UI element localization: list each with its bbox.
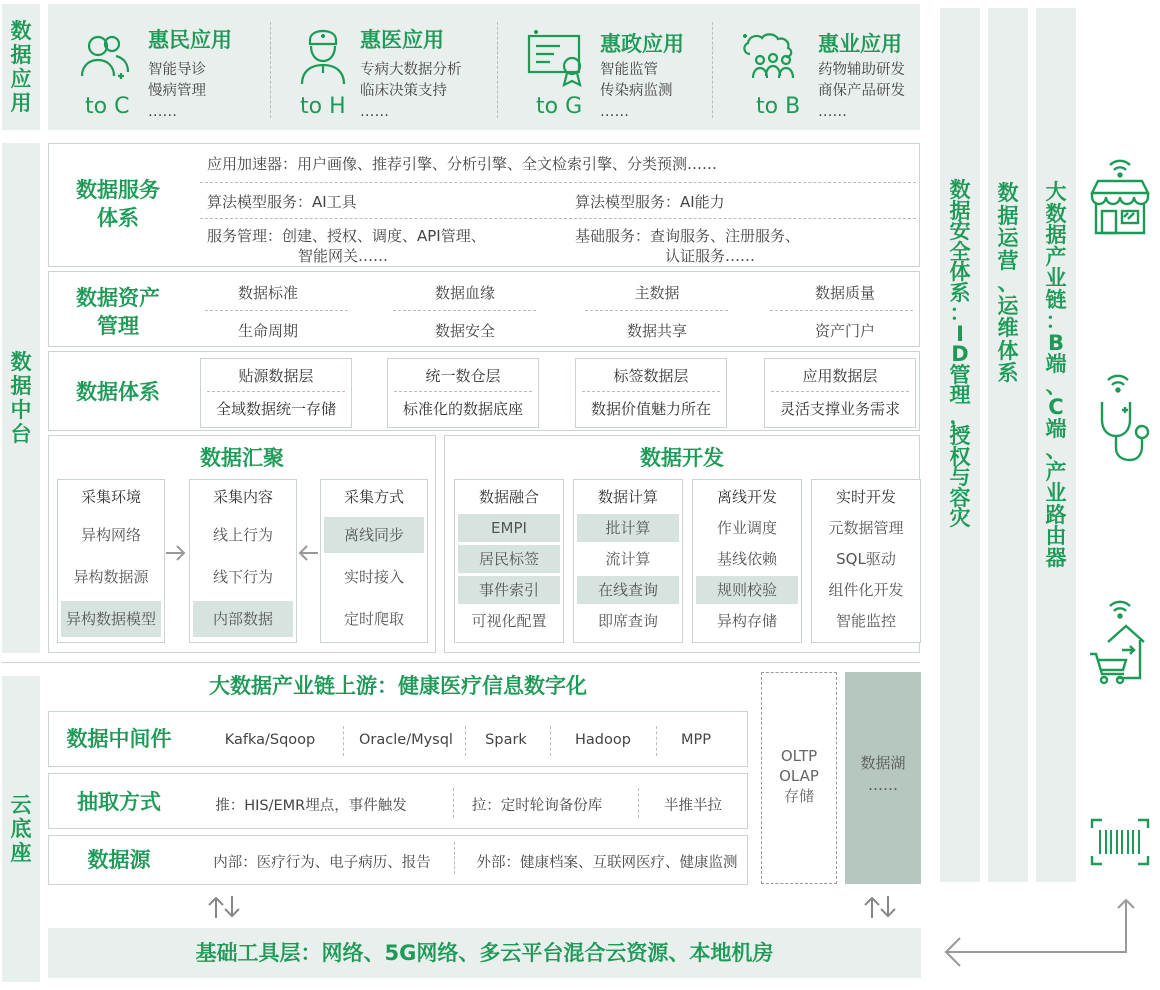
system-card-title: 统一数仓层 — [425, 367, 501, 385]
app-line: 传染病监测 — [600, 83, 673, 99]
dev-cell: EMPI — [458, 514, 560, 542]
algo-right-text: 算法模型服务：AI能力 — [575, 193, 725, 211]
vertical-char: 路 — [1045, 502, 1067, 527]
vertical-char: C — [1048, 395, 1064, 419]
up-down-arrow-icon — [858, 894, 902, 924]
ops-label — [988, 182, 1028, 385]
vertical-char: 、 — [997, 271, 1019, 295]
source-item: 内部：医疗行为、电子病历、报告 — [213, 855, 431, 871]
mgmt-right-text-2: 认证服务…… — [665, 247, 756, 265]
app-line: 药物辅助研发 — [818, 62, 905, 78]
asset-item: 生命周期 — [237, 322, 298, 340]
vertical-char: 授 — [949, 424, 971, 448]
dev-cell: 批计算 — [577, 514, 679, 542]
dev-column — [573, 479, 683, 643]
doctor-icon — [298, 28, 348, 86]
app-line: …… — [818, 104, 847, 120]
system-card-title: 标签数据层 — [613, 367, 689, 385]
barcode-icon — [1090, 818, 1150, 870]
gather-cell: 线下行为 — [212, 568, 273, 586]
app-line: 商保产品研发 — [818, 83, 905, 99]
dev-cell: 作业调度 — [716, 519, 777, 537]
vertical-char: D — [951, 342, 969, 366]
app-target-2: to H — [300, 94, 346, 119]
dev-cell: 异构存储 — [716, 612, 777, 630]
dev-column-header: 离线开发 — [716, 488, 777, 506]
asset-item: 资产门户 — [814, 322, 875, 340]
dev-cell: 基线依赖 — [716, 550, 777, 568]
mgmt-right-text: 基础服务：查询服务、注册服务、 — [575, 227, 801, 245]
system-card — [764, 358, 916, 428]
asset-mgmt-title: 数据资产 管理 — [76, 286, 160, 338]
smart-home-icon — [1088, 596, 1152, 692]
dev-cell: 居民标签 — [458, 545, 560, 573]
oltp-label: OLTP OLAP 存储 — [779, 747, 819, 805]
extract-item: 拉：定时轮询备份库 — [471, 798, 603, 814]
vertical-char: 、 — [1045, 373, 1067, 398]
system-card — [575, 358, 727, 428]
ops-column — [988, 8, 1028, 882]
dev-cell: SQL驱动 — [836, 550, 896, 568]
vertical-char: 灾 — [949, 506, 971, 530]
extract-item: 半推半拉 — [664, 798, 722, 814]
vertical-char: 维 — [997, 316, 1019, 340]
dev-cell: 智能监控 — [835, 612, 896, 630]
vertical-char: 权 — [949, 444, 971, 469]
algo-left-text: 算法模型服务：AI工具 — [207, 193, 357, 211]
vertical-char: 安 — [949, 219, 971, 243]
vertical-char: 、 — [1045, 438, 1067, 462]
data-gather-title: 数据汇聚 — [200, 446, 284, 470]
data-dev-title: 数据开发 — [640, 446, 724, 470]
dev-column-header: 数据融合 — [478, 488, 539, 506]
app-line: 智能导诊 — [148, 62, 206, 78]
arrow-left-icon — [296, 541, 320, 569]
vertical-char: 数 — [997, 181, 1019, 205]
data-system-title: 数据体系 — [76, 380, 160, 404]
upstream-title: 大数据产业链上游：健康医疗信息数字化 — [209, 674, 587, 698]
dev-cell: 组件化开发 — [828, 581, 904, 599]
middleware-item: Kafka/Sqoop — [224, 732, 316, 748]
gather-cell: 线上行为 — [212, 526, 273, 544]
app-title-1: 惠民应用 — [148, 28, 232, 52]
app-title-4: 惠业应用 — [818, 32, 902, 56]
gather-cell: 异构数据源 — [73, 568, 149, 586]
app-target-4: to B — [756, 94, 801, 119]
vertical-char: 系 — [949, 280, 971, 305]
gather-cell: 内部数据 — [193, 601, 293, 637]
app-target-1: to C — [85, 94, 130, 119]
vertical-char: 运 — [997, 226, 1019, 250]
asset-item: 数据质量 — [814, 284, 875, 302]
arrow-right-icon — [164, 541, 188, 569]
app-line: 临床决策支持 — [360, 83, 447, 99]
data-lake-label: 数据湖 …… — [860, 754, 906, 794]
store-icon — [1088, 155, 1152, 241]
vertical-char: 端 — [1045, 416, 1067, 441]
vertical-char: B — [1047, 330, 1064, 355]
vertical-char: ： — [949, 301, 971, 325]
gather-cell: 异构网络 — [80, 526, 141, 544]
dev-cell: 事件索引 — [458, 576, 560, 604]
system-card — [200, 358, 352, 428]
gather-cell: 离线同步 — [324, 517, 424, 553]
stethoscope-icon — [1094, 370, 1150, 470]
system-card-desc: 数据价值魅力所在 — [590, 400, 711, 418]
middleware-item: Oracle/Mysql — [359, 732, 453, 748]
vertical-char: 据 — [949, 198, 971, 223]
app-line: …… — [600, 104, 629, 120]
system-card-desc: 标准化的数据底座 — [402, 400, 523, 418]
extract-item: 推：HIS/EMR埋点，事件触发 — [215, 798, 407, 814]
dev-cell: 可视化配置 — [471, 612, 547, 630]
layer-label-cloud: 云 底 座 — [2, 676, 40, 982]
vertical-char: ： — [1045, 309, 1067, 333]
dev-cell: 规则校验 — [696, 576, 798, 604]
vertical-char: 运 — [997, 293, 1019, 318]
vertical-char: 业 — [1045, 481, 1067, 505]
asset-item: 数据标准 — [237, 284, 298, 302]
vertical-char: 大 — [1045, 180, 1067, 204]
vertical-char: ， — [949, 403, 971, 428]
app-line: 慢病管理 — [148, 83, 206, 99]
dev-column — [811, 479, 921, 643]
layer-label-mid: 数 据 中 台 — [2, 143, 40, 653]
dev-cell: 即席查询 — [597, 612, 658, 630]
vertical-char: 营 — [997, 248, 1019, 273]
chain-label — [1036, 182, 1076, 569]
middleware-item: Spark — [485, 732, 527, 748]
extract-title: 抽取方式 — [77, 790, 161, 814]
middleware-item: MPP — [681, 732, 711, 748]
dev-cell: 元数据管理 — [828, 519, 904, 537]
vertical-char: 理 — [949, 383, 971, 407]
middleware-title: 数据中间件 — [66, 727, 172, 751]
dev-column — [692, 479, 802, 643]
system-card-desc: 灵活支撑业务需求 — [779, 400, 900, 418]
people-icon — [78, 30, 134, 86]
certificate-icon — [526, 30, 588, 88]
vertical-char: 据 — [1045, 223, 1067, 247]
vertical-char: 端 — [1045, 352, 1067, 376]
up-down-arrow-icon — [202, 894, 246, 924]
gather-column-header: 采集内容 — [212, 488, 273, 506]
gather-column-header: 采集环境 — [80, 488, 141, 506]
layer-label-app: 数 据 应 用 — [2, 4, 40, 130]
vertical-char: 系 — [997, 361, 1019, 385]
business-icon — [740, 32, 806, 82]
vertical-char: 产 — [1045, 459, 1067, 484]
app-line: …… — [360, 104, 389, 120]
source-item: 外部：健康档案、互联网医疗、健康监测 — [476, 855, 738, 871]
system-card-title: 贴源数据层 — [238, 367, 314, 385]
vertical-char: 由 — [1045, 524, 1067, 548]
vertical-char: 管 — [949, 362, 971, 387]
vertical-char: 全 — [949, 239, 971, 264]
app-target-3: to G — [536, 94, 583, 119]
app-line: 专病大数据分析 — [360, 62, 462, 78]
gather-column — [57, 479, 165, 643]
asset-item: 数据安全 — [434, 322, 495, 340]
vertical-char: 与 — [949, 465, 971, 489]
system-card-title: 应用数据层 — [802, 367, 878, 385]
base-tools-title: 基础工具层：网络、5G网络、多云平台混合云资源、本地机房 — [195, 941, 774, 965]
system-card-desc: 全域数据统一存储 — [215, 400, 336, 418]
dev-column-header: 数据计算 — [597, 488, 658, 506]
middleware-item: Hadoop — [575, 732, 631, 748]
vertical-char: 数 — [1045, 201, 1067, 226]
vertical-char: 据 — [997, 203, 1019, 228]
vertical-char: 容 — [949, 485, 971, 510]
accelerator-text: 应用加速器：用户画像、推荐引擎、分析引擎、全文检索引擎、分类预测…… — [207, 155, 718, 173]
dev-cell: 在线查询 — [577, 576, 679, 604]
vertical-char: 体 — [949, 260, 971, 284]
dev-cell: 流计算 — [605, 550, 651, 568]
vertical-char: 产 — [1045, 244, 1067, 269]
mgmt-left-text: 服务管理：创建、授权、调度、API管理、 — [207, 227, 486, 245]
gather-column — [320, 479, 428, 643]
asset-item: 数据血缘 — [434, 284, 495, 302]
security-label — [940, 180, 980, 529]
gather-cell: 实时接入 — [343, 568, 404, 586]
dev-column — [454, 479, 564, 643]
return-arrow-icon — [936, 896, 1144, 974]
system-card — [387, 358, 539, 428]
vertical-char: 业 — [1045, 266, 1067, 290]
gather-column — [189, 479, 297, 643]
app-title-2: 惠医应用 — [360, 28, 444, 52]
source-title: 数据源 — [87, 848, 151, 872]
app-line: …… — [148, 104, 177, 120]
vertical-char: 体 — [997, 338, 1019, 363]
gather-column-header: 采集方式 — [343, 488, 404, 506]
vertical-char: I — [956, 321, 964, 346]
asset-item: 数据共享 — [626, 322, 687, 340]
vertical-char: 器 — [1045, 545, 1067, 570]
mgmt-left-text-2: 智能网关…… — [298, 247, 389, 265]
app-line: 智能监管 — [600, 62, 658, 78]
gather-cell: 定时爬取 — [343, 610, 404, 628]
app-title-3: 惠政应用 — [600, 32, 684, 56]
vertical-char: 数 — [949, 178, 971, 202]
dev-column-header: 实时开发 — [835, 488, 896, 506]
gather-cell: 异构数据模型 — [61, 601, 161, 637]
vertical-char: 链 — [1045, 287, 1067, 312]
data-service-title: 数据服务 体系 — [76, 178, 160, 230]
asset-item: 主数据 — [634, 284, 680, 302]
